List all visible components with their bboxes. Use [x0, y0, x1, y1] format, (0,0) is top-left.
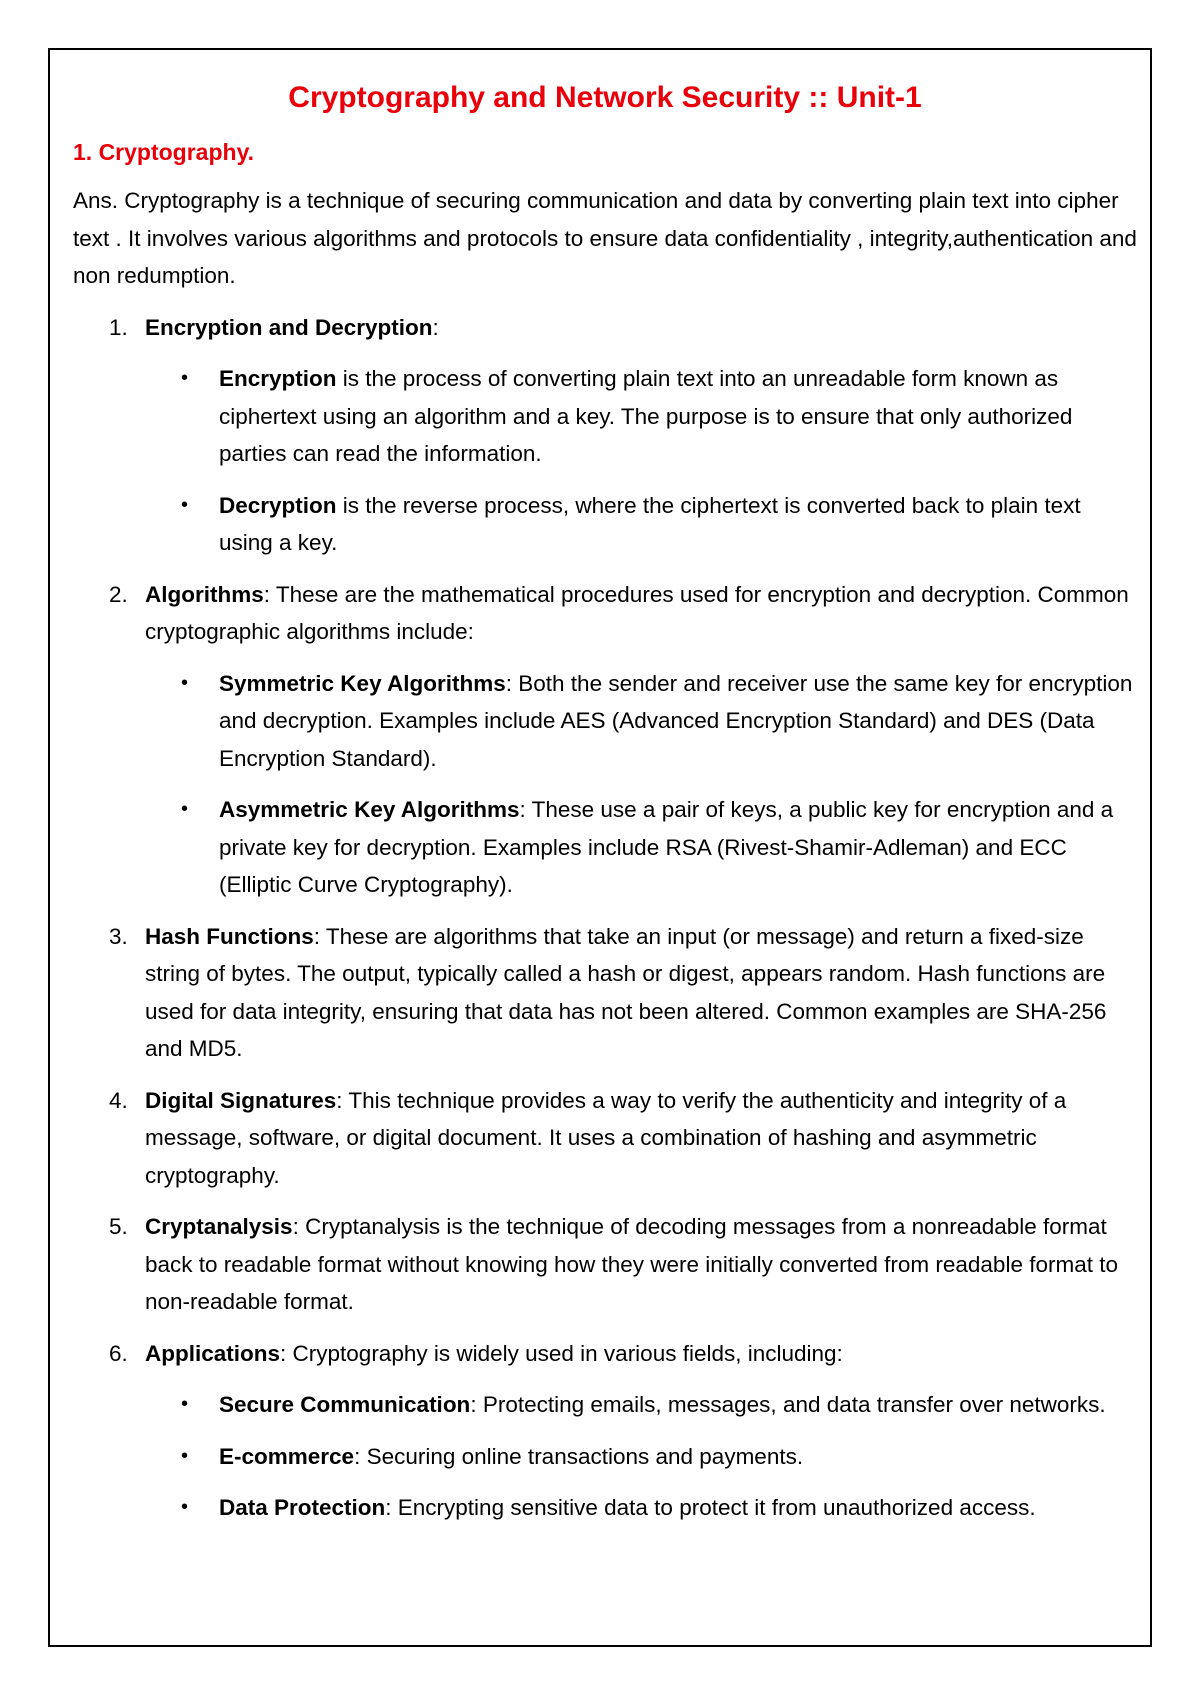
list-number: 1. — [109, 314, 128, 340]
list-number: 3. — [109, 923, 128, 949]
bullet-term: Encryption — [219, 366, 337, 391]
item-separator: : — [313, 923, 321, 949]
item-separator: : — [336, 1087, 343, 1113]
list-item — [73, 918, 1137, 1068]
bullet-term: E-commerce — [219, 1443, 355, 1469]
question-heading: 1. Cryptography. — [73, 139, 255, 165]
list-number: 4. — [109, 1087, 128, 1113]
item-separator: : — [280, 1340, 287, 1366]
item-term: Encryption and Decryption — [145, 314, 433, 340]
list-number: 5. — [109, 1214, 128, 1239]
item-text: This technique provides a way to verify the authenticity and integrity of a message, software, or digital document. It uses a combination of hashing and asymmetric cryptography. — [145, 1087, 1067, 1188]
list-item — [73, 1208, 1137, 1321]
numbered-list — [73, 309, 1137, 1527]
item-term: Cryptanalysis — [145, 1214, 293, 1239]
bullet-item — [145, 360, 1137, 473]
list-number: 2. — [109, 581, 128, 607]
bullet-item — [145, 487, 1137, 562]
bullet-term: Data Protection — [219, 1495, 386, 1520]
bullet-item — [145, 1386, 1137, 1424]
bullet-term: Symmetric Key Algorithms — [219, 670, 506, 696]
item-separator: : — [292, 1214, 299, 1239]
item-term: Digital Signatures — [145, 1087, 337, 1113]
item-text: These are the mathematical procedures used for encryption and decryption. Common cryptographic algorithms include: — [145, 581, 1129, 644]
list-item — [73, 1082, 1137, 1195]
bullet-term: Decryption — [219, 492, 337, 518]
bullet-icon: • — [181, 798, 189, 820]
item-text: Cryptanalysis is the technique of decoding messages from a nonreadable format back to readable format without knowing how they were initially converted from readable format to non-readable format. — [145, 1214, 1118, 1314]
bullet-text: : These use a pair of keys, a public key for encryption and a private key for decryption. Examples include RSA (Rivest-Shamir-Adleman) and ECC (Elliptic Curve Cryptography). — [219, 797, 1114, 897]
bullet-text: : Both the sender and receiver use the same key for encryption and decryption. Examples include AES (Advanced Encryption Standard) and DES (Data Encryption Standard). — [219, 670, 1133, 771]
answer-intro: Ans. Cryptography is a technique of securing communication and data by converting plain text into cipher text . It involves various algorithms and protocols to ensure data confidentiality , integrity,authentication and non redumption. — [73, 188, 1137, 288]
bullet-icon: • — [181, 1393, 189, 1415]
bullet-list — [145, 360, 1137, 562]
bullet-text: is the reverse process, where the ciphertext is converted back to plain text using a key. — [219, 492, 1081, 555]
item-term: Hash Functions — [145, 923, 314, 949]
item-separator: : — [263, 581, 271, 607]
document-body — [73, 78, 1137, 1541]
bullet-item — [145, 1438, 1137, 1476]
item-text: These are algorithms that take an input (or message) and return a fixed-size string of bytes. The output, typically called a hash or digest, appears random. Hash functions are used for data integrity, ensuring that data has not been altered. Common examples are SHA-256 and MD5. — [145, 923, 1107, 1061]
bullet-list — [145, 665, 1137, 904]
list-item — [73, 1335, 1137, 1527]
bullet-icon: • — [181, 367, 189, 389]
bullet-item — [145, 791, 1137, 904]
page-title: Cryptography and Network Security :: Unit-1 — [288, 81, 922, 114]
item-term: Algorithms — [145, 581, 264, 607]
item-separator: : — [432, 314, 439, 340]
bullet-item — [145, 665, 1137, 778]
bullet-term: Secure Communication — [219, 1392, 471, 1417]
bullet-icon: • — [181, 493, 189, 516]
item-text: Cryptography is widely used in various fields, including: — [286, 1340, 843, 1366]
bullet-text: : Securing online transactions and payments. — [354, 1443, 804, 1469]
list-number: 6. — [109, 1340, 128, 1366]
bullet-icon: • — [181, 671, 189, 694]
bullet-item — [145, 1489, 1137, 1527]
list-item — [73, 576, 1137, 904]
bullet-text: : Protecting emails, messages, and data transfer over networks. — [470, 1392, 1106, 1417]
bullet-text: is the process of converting plain text into an unreadable form known as ciphertext using an algorithm and a key. The purpose is to ensure that only authorized parties can read the information. — [219, 366, 1073, 466]
bullet-icon: • — [181, 1444, 189, 1467]
list-item — [73, 309, 1137, 562]
bullet-list — [145, 1386, 1137, 1527]
item-term: Applications — [145, 1340, 281, 1366]
bullet-term: Asymmetric Key Algorithms — [219, 797, 520, 822]
bullet-text: : Encrypting sensitive data to protect it from unauthorized access. — [385, 1495, 1036, 1520]
bullet-icon: • — [181, 1496, 189, 1518]
